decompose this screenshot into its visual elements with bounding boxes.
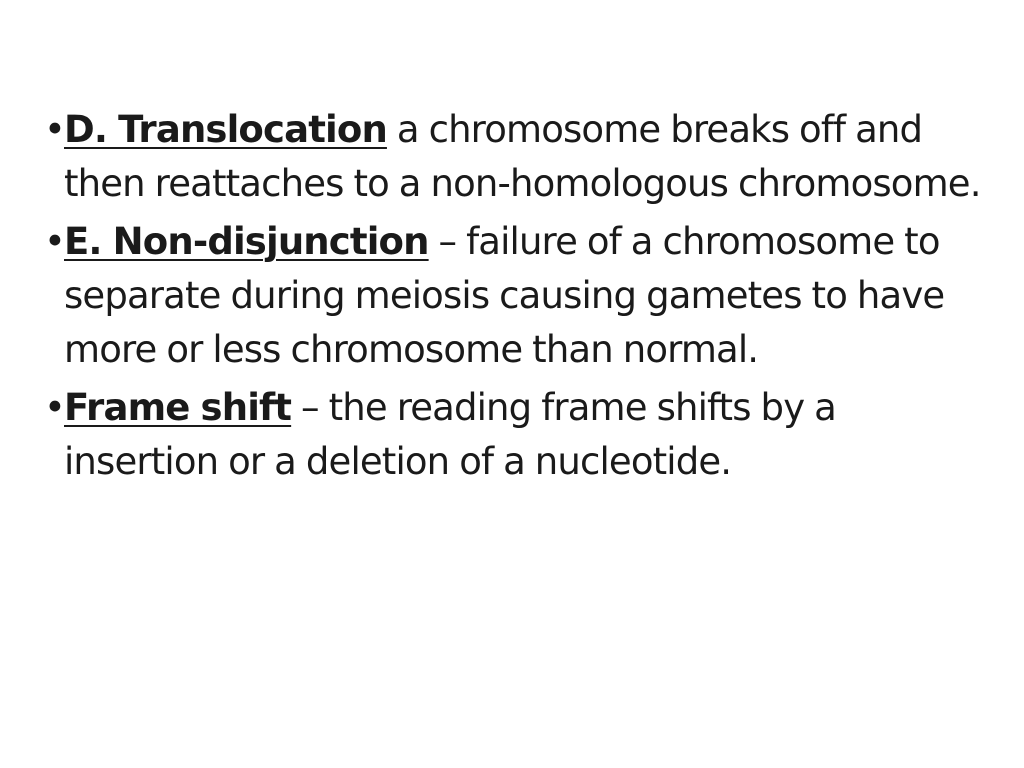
- bullet-item-non-disjunction: [44, 215, 984, 377]
- bullet-list: [44, 103, 984, 493]
- definition-non-disjunction: – failure of a chromosome to separate during meiosis causing gametes to have more or less chromosome than normal.: [64, 220, 945, 371]
- bullet-marker: •: [44, 386, 65, 429]
- definition-frame-shift: – the reading frame shifts by a insertion or a deletion of a nucleotide.: [64, 386, 836, 483]
- term-frame-shift: Frame shift: [64, 386, 292, 429]
- term-non-disjunction: E. Non-disjunction: [64, 220, 429, 263]
- definition-translocation: a chromosome breaks off and then reattaches to a non-homologous chromosome.: [64, 108, 981, 205]
- bullet-marker: •: [44, 220, 65, 263]
- bullet-item-frame-shift: [44, 381, 984, 489]
- bullet-marker: •: [44, 108, 65, 151]
- bullet-item-translocation: [44, 103, 984, 211]
- term-translocation: D. Translocation: [64, 108, 387, 151]
